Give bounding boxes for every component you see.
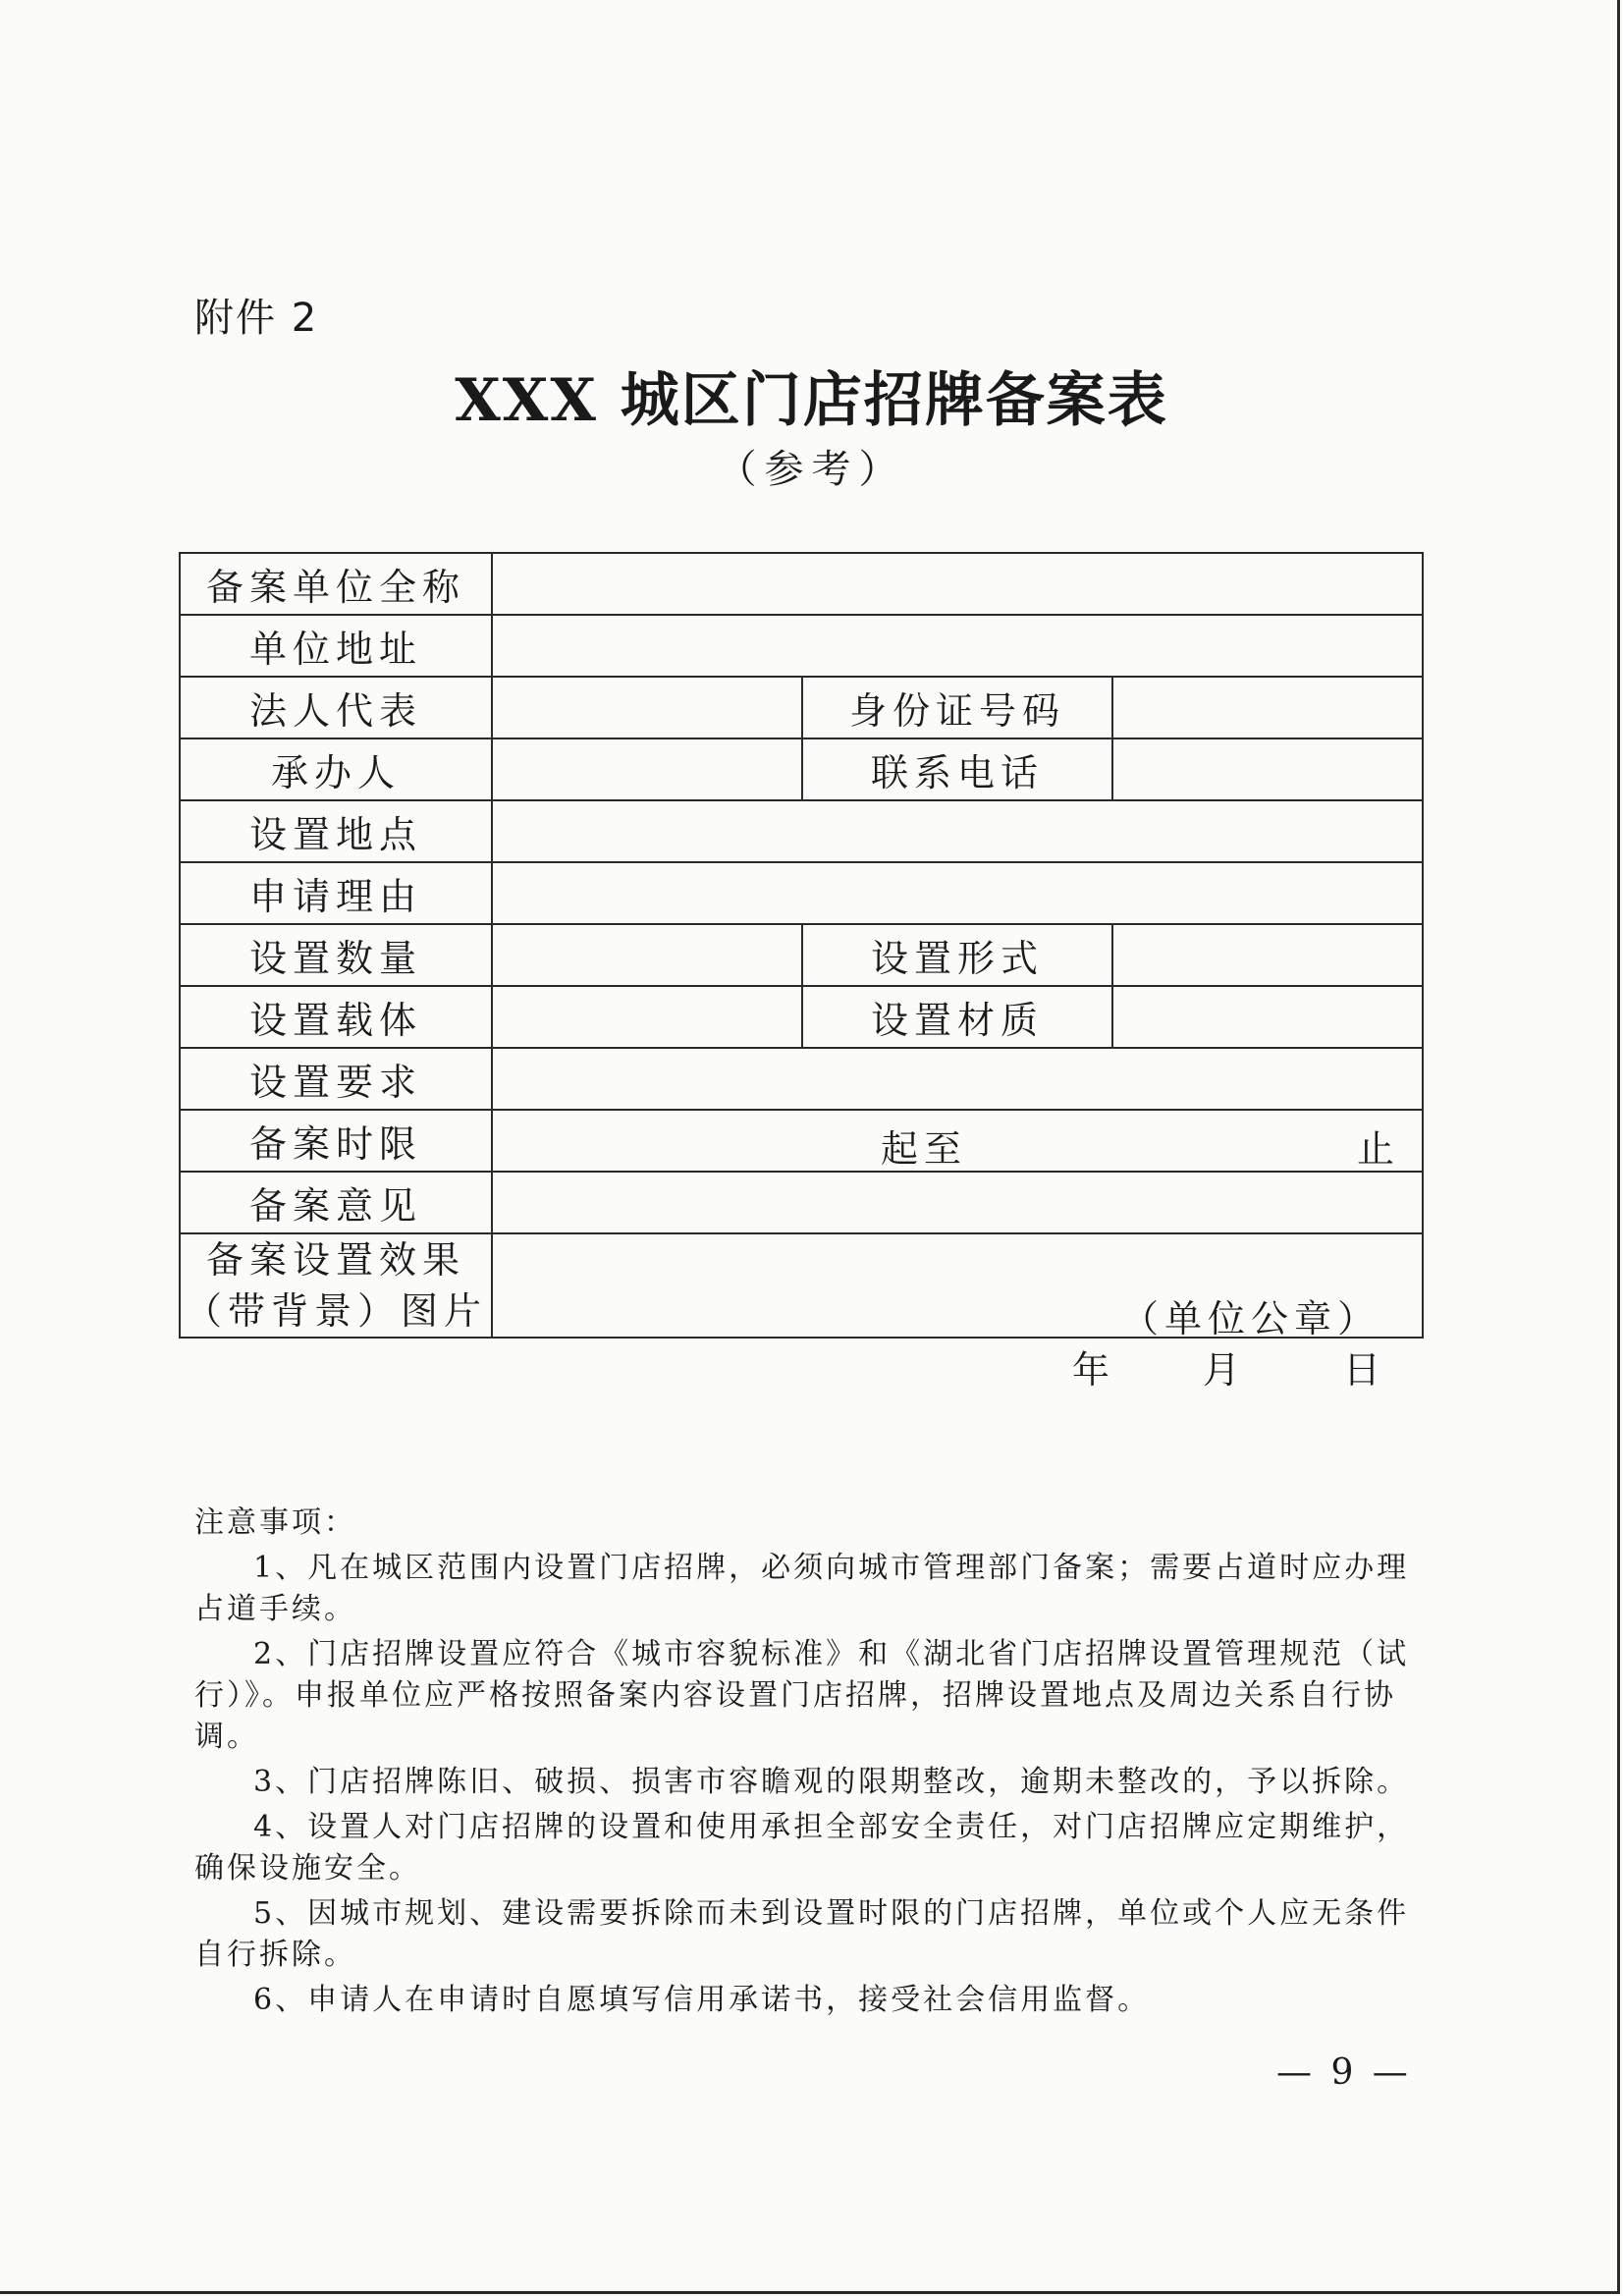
note-item: 6、申请人在申请时自愿填写信用承诺书，接受社会信用监督。 xyxy=(253,1983,1151,2017)
effect-label-line2: （带背景）图片 xyxy=(184,1289,487,1333)
notes-heading: 注意事项： xyxy=(194,1505,356,1540)
note-item: 3、门店招牌陈旧、破损、损害市容瞻观的限期整改，逾期未整改的，予以拆除。 xyxy=(253,1765,1410,1799)
opinion-field[interactable] xyxy=(492,1172,1423,1392)
form-title: XXX 城区门店招牌备案表 xyxy=(455,366,1168,435)
form-type-label: 设置形式 xyxy=(802,924,1112,986)
location-field[interactable] xyxy=(492,800,1423,862)
carrier-label: 设置载体 xyxy=(180,986,492,1048)
page-number: — 9 — xyxy=(1276,2052,1412,2093)
notes-section xyxy=(194,1503,1412,2025)
phone-label: 联系电话 xyxy=(802,738,1112,800)
handler-label: 承办人 xyxy=(180,738,492,800)
opinion-label: 备案意见 xyxy=(180,1172,492,1233)
form-row-reason xyxy=(180,862,1423,924)
registration-form-table xyxy=(179,552,1424,1392)
id-number-label: 身份证号码 xyxy=(802,677,1112,738)
quantity-label: 设置数量 xyxy=(180,924,492,986)
address-label: 单位地址 xyxy=(180,615,492,677)
legal-rep-field[interactable] xyxy=(492,677,802,738)
seal-text: （单位公章） xyxy=(1121,1297,1381,1340)
form-subtitle: （参考） xyxy=(717,447,906,492)
phone-field[interactable] xyxy=(1112,738,1423,800)
requirement-field[interactable] xyxy=(492,1048,1423,1110)
form-row-period xyxy=(180,1110,1423,1172)
date-month: 月 xyxy=(1203,1348,1247,1392)
date-year: 年 xyxy=(1072,1348,1116,1392)
form-row-location xyxy=(180,800,1423,862)
requirement-label: 设置要求 xyxy=(180,1048,492,1110)
unit-name-label: 备案单位全称 xyxy=(180,553,492,615)
quantity-field[interactable] xyxy=(492,924,802,986)
attachment-label: 附件 2 xyxy=(194,296,319,341)
handler-field[interactable] xyxy=(492,738,802,800)
address-field[interactable] xyxy=(492,615,1423,677)
form-type-field[interactable] xyxy=(1112,924,1423,986)
form-row-unit-name xyxy=(180,553,1423,615)
form-row-legal-rep xyxy=(180,677,1423,738)
date-day: 日 xyxy=(1343,1348,1387,1392)
location-label: 设置地点 xyxy=(180,800,492,862)
material-field[interactable] xyxy=(1112,986,1423,1048)
reason-label: 申请理由 xyxy=(180,862,492,924)
unit-name-field[interactable] xyxy=(492,553,1423,615)
period-end-text: 止 xyxy=(1356,1127,1400,1171)
form-row-carrier xyxy=(180,986,1423,1048)
form-row-handler xyxy=(180,738,1423,800)
effect-image-label xyxy=(180,1233,492,1338)
legal-rep-label: 法人代表 xyxy=(180,677,492,738)
effect-label-line1: 备案设置效果 xyxy=(205,1238,465,1282)
period-from-text: 起至 xyxy=(881,1127,968,1171)
form-row-requirement xyxy=(180,1048,1423,1110)
reason-field[interactable] xyxy=(492,862,1423,924)
carrier-field[interactable] xyxy=(492,986,802,1048)
period-label: 备案时限 xyxy=(180,1110,492,1172)
material-label: 设置材质 xyxy=(802,986,1112,1048)
note-item: 5、因城市规划、建设需要拆除而未到设置时限的门店招牌，单位或个人应无条件自行拆除。 xyxy=(194,1896,1410,1972)
form-row-quantity xyxy=(180,924,1423,986)
form-row-opinion xyxy=(180,1172,1423,1233)
period-field[interactable] xyxy=(492,1110,1423,1172)
id-number-field[interactable] xyxy=(1112,677,1423,738)
note-item: 1、凡在城区范围内设置门店招牌，必须向城市管理部门备案；需要占道时应办理占道手续。 xyxy=(194,1551,1410,1626)
form-row-address xyxy=(180,615,1423,677)
note-item: 2、门店招牌设置应符合《城市容貌标准》和《湖北省门店招牌设置管理规范（试行）》。申报单位应严格按照备案内容设置门店招牌，招牌设置地点及周边关系自行协调。 xyxy=(194,1637,1410,1754)
note-item: 4、设置人对门店招牌的设置和使用承担全部安全责任，对门店招牌应定期维护，确保设施安全。 xyxy=(194,1810,1410,1886)
